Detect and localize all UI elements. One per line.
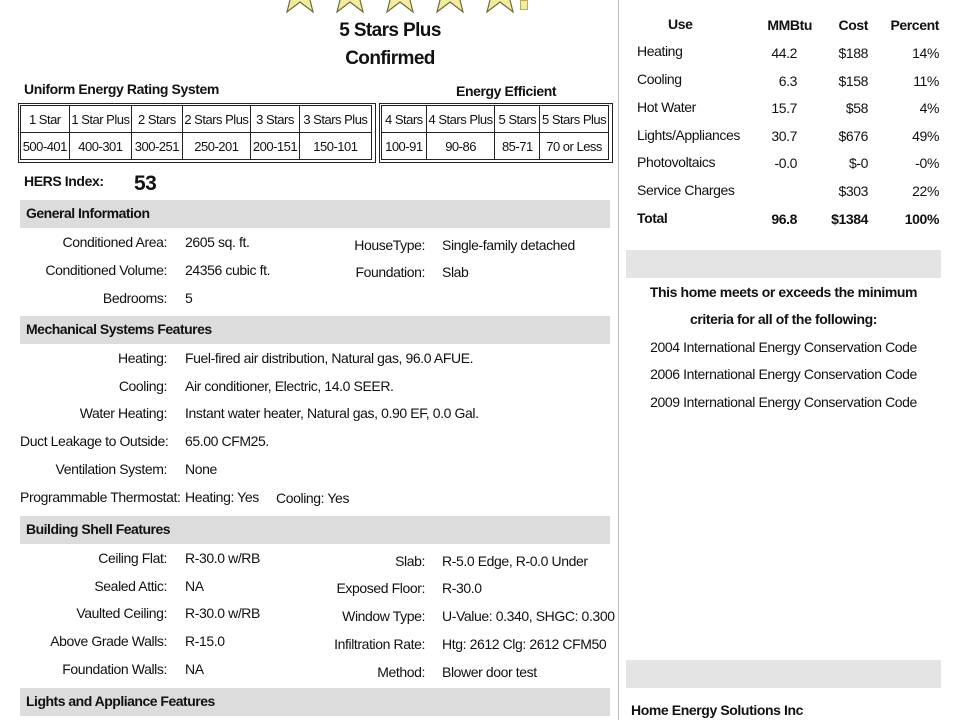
use-mmbtu: 6.3 (778, 73, 797, 89)
use-percent: -0% (915, 155, 939, 171)
water-heating-value: Instant water heater, Natural gas, 0.90 EF, 0.0 Gal. (185, 405, 479, 421)
ventilation-label: Ventilation System: (55, 461, 167, 477)
mmbtu-col-header: MMBtu (767, 17, 812, 33)
cost-col-header: Cost (838, 17, 868, 33)
rating-label: 3 Stars (251, 106, 300, 133)
grey-band-top (626, 250, 941, 278)
code-item: 2006 International Energy Conservation Code (650, 366, 917, 382)
energy-efficient-title: Energy Efficient (456, 83, 557, 99)
use-name: Cooling (637, 71, 682, 87)
rating-range: 300-251 (132, 133, 182, 160)
mechanical-header (20, 316, 610, 344)
rating-status: Confirmed (345, 48, 435, 69)
sealed-attic-label: Sealed Attic: (94, 578, 167, 594)
cooling-value: Air conditioner, Electric, 14.0 SEER. (185, 378, 394, 394)
exposed-floor-value: R-30.0 (442, 580, 482, 596)
column-divider (618, 0, 619, 720)
sealed-attic-value: NA (185, 578, 204, 594)
use-name: Lights/Appliances (637, 127, 740, 143)
building-shell-header (20, 516, 610, 544)
slab-label: Slab: (395, 553, 425, 569)
infiltration-label: Infiltration Rate: (334, 636, 425, 652)
conditioned-area-label: Conditioned Area: (62, 234, 167, 250)
use-percent: 22% (912, 183, 939, 199)
rating-range: 250-201 (182, 133, 251, 160)
company-name: Home Energy Solutions Inc (631, 702, 804, 718)
rating-label: 1 Star Plus (69, 106, 132, 133)
rating-label: 1 Star (21, 106, 70, 133)
use-cost: $158 (838, 73, 868, 89)
infiltration-value: Htg: 2612 Clg: 2612 CFM50 (442, 636, 607, 652)
rating-range: 100-91 (382, 133, 427, 160)
heating-label: Heating: (118, 350, 167, 366)
rating-range: 400-301 (69, 133, 132, 160)
exposed-floor-label: Exposed Floor: (336, 580, 425, 596)
foundation-walls-value: NA (185, 661, 204, 677)
use-mmbtu: 30.7 (771, 128, 797, 144)
bedrooms-label: Bedrooms: (102, 290, 167, 306)
window-type-value: U-Value: 0.340, SHGC: 0.300 (442, 608, 615, 624)
use-name: Hot Water (637, 99, 696, 115)
use-mmbtu: 15.7 (771, 100, 797, 116)
water-heating-label: Water Heating: (79, 405, 167, 421)
bedrooms-value: 5 (185, 290, 193, 306)
rating-system-title: Uniform Energy Rating System (24, 81, 219, 97)
conditioned-volume-value: 24356 cubic ft. (185, 262, 271, 278)
total-percent: 100% (904, 211, 939, 227)
ceiling-flat-value: R-30.0 w/RB (185, 550, 260, 566)
lights-appliance-title: Lights and Appliance Features (26, 693, 215, 709)
thermostat-heating-value: Heating: Yes (185, 489, 259, 505)
heating-value: Fuel-fired air distribution, Natural gas, 96.0 AFUE. (185, 350, 474, 366)
rating-table-right (381, 105, 609, 160)
rating-labels-row (21, 106, 372, 133)
rating-table-left (20, 105, 372, 160)
thermostat-cooling-value: Cooling: Yes (276, 490, 350, 506)
cooling-label: Cooling: (118, 378, 167, 394)
method-label: Method: (377, 664, 425, 680)
use-cost: $303 (838, 183, 868, 199)
foundation-label: Foundation: (355, 264, 425, 280)
rating-label: 5 Stars (495, 106, 540, 133)
rating-range: 90-86 (426, 133, 495, 160)
rating-label: 2 Stars (132, 106, 182, 133)
rating-label: 2 Stars Plus (182, 106, 251, 133)
ceiling-flat-label: Ceiling Flat: (98, 550, 167, 566)
use-percent: 14% (912, 45, 939, 61)
housetype-label: HouseType: (354, 237, 425, 253)
code-item: 2004 International Energy Conservation Code (650, 339, 917, 355)
conditioned-area-value: 2605 sq. ft. (185, 234, 250, 250)
above-grade-walls-label: Above Grade Walls: (50, 633, 167, 649)
use-name: Heating (637, 43, 683, 59)
conditioned-volume-label: Conditioned Volume: (45, 262, 167, 278)
rating-range: 500-401 (21, 133, 70, 160)
above-grade-walls-value: R-15.0 (185, 633, 225, 649)
rating-label: 4 Stars Plus (426, 106, 495, 133)
use-percent: 4% (919, 100, 939, 116)
star-rating-icons (280, 0, 520, 14)
ventilation-value: None (185, 461, 217, 477)
housetype-value: Single-family detached (442, 237, 575, 253)
general-info-header (20, 200, 610, 228)
rating-label: 4 Stars (382, 106, 427, 133)
window-type-label: Window Type: (342, 608, 425, 624)
use-name: Service Charges (637, 182, 735, 198)
hers-index-label: HERS Index: (24, 173, 104, 189)
foundation-value: Slab (442, 264, 469, 280)
use-mmbtu: -0.0 (774, 155, 797, 171)
rating-title: 5 Stars Plus (339, 20, 441, 41)
use-col-header: Use (668, 16, 693, 32)
use-cost: $676 (838, 128, 868, 144)
rating-ranges-row (21, 133, 372, 160)
criteria-line-2: criteria for all of the following: (689, 311, 878, 327)
grey-band-bottom (626, 660, 941, 688)
duct-leakage-value: 65.00 CFM25. (185, 433, 269, 449)
method-value: Blower door test (442, 664, 537, 680)
foundation-walls-label: Foundation Walls: (62, 661, 167, 677)
use-cost: $-0 (848, 155, 868, 171)
rating-range: 70 or Less (540, 133, 609, 160)
use-percent: 49% (912, 128, 939, 144)
thermostat-label: Programmable Thermostat: (20, 489, 181, 505)
rating-ranges-row (382, 133, 609, 160)
rating-label: 3 Stars Plus (299, 106, 371, 133)
plus-mark-icon (520, 0, 528, 10)
rating-labels-row (382, 106, 609, 133)
use-cost: $58 (845, 100, 868, 116)
total-mmbtu: 96.8 (771, 211, 797, 227)
total-label: Total (637, 210, 668, 226)
rating-range: 200-151 (251, 133, 300, 160)
rating-range: 85-71 (495, 133, 540, 160)
slab-value: R-5.0 Edge, R-0.0 Under (442, 553, 588, 569)
lights-appliance-header (20, 688, 610, 716)
total-cost: $1384 (831, 211, 868, 227)
duct-leakage-label: Duct Leakage to Outside: (20, 433, 169, 449)
building-shell-title: Building Shell Features (26, 521, 171, 537)
criteria-line-1: This home meets or exceeds the minimum (649, 284, 918, 300)
code-item: 2009 International Energy Conservation Code (650, 394, 917, 410)
vaulted-ceiling-value: R-30.0 w/RB (185, 605, 260, 621)
use-cost: $188 (838, 45, 868, 61)
general-info-title: General Information (26, 205, 150, 221)
mechanical-title: Mechanical Systems Features (26, 321, 212, 337)
use-name: Photovoltaics (637, 154, 716, 170)
use-percent: 11% (913, 73, 939, 89)
rating-range: 150-101 (299, 133, 371, 160)
vaulted-ceiling-label: Vaulted Ceiling: (76, 605, 167, 621)
hers-index-value: 53 (134, 172, 157, 195)
use-mmbtu: 44.2 (771, 45, 797, 61)
percent-col-header: Percent (890, 17, 939, 33)
rating-label: 5 Stars Plus (540, 106, 609, 133)
